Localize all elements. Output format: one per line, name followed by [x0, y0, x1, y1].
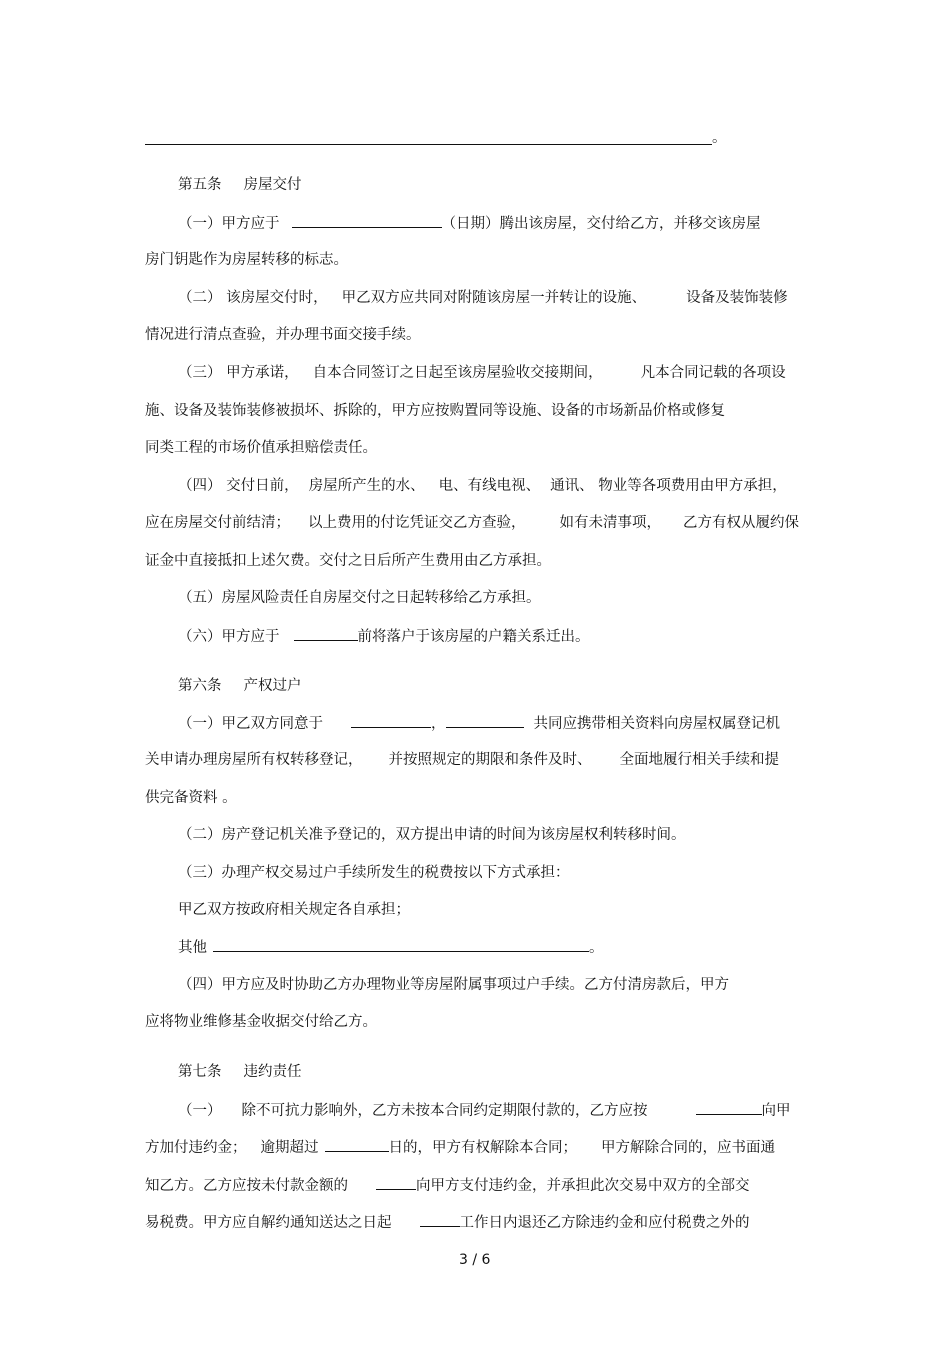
page-number: 3 / 6: [459, 1252, 491, 1268]
article-6-name: 产权过户: [243, 678, 302, 694]
refund-days-blank[interactable]: [420, 1212, 460, 1227]
art7-clause-1-line-2: 方加付违约金； 逾期超过 日的，甲方有权解除本合同； 甲方解除合同的，应书面通: [145, 1137, 775, 1158]
transfer-date-blank-1[interactable]: [351, 713, 431, 728]
art6-clause-3: （三）办理产权交易过户手续所发生的税费按以下方式承担：: [178, 865, 570, 881]
article-7-heading: [178, 1062, 302, 1082]
penalty-rate-blank[interactable]: [696, 1100, 762, 1115]
article-5-heading: [178, 175, 302, 195]
art5-clause-1-line-1: （一）甲方应于 （日期）腾出该房屋，交付给乙方，并移交该房屋: [178, 213, 761, 234]
art7-clause-1-line-3: 知乙方。乙方应按未付款金额的 向甲方支付违约金，并承担此次交易中双方的全部交: [145, 1175, 750, 1196]
art6-clause-4-line-1: （四）甲方应及时协助乙方办理物业等房屋附属事项过户手续。乙方付清房款后，甲方: [178, 977, 729, 993]
art6-clause-2: （二）房产登记机关准予登记的，双方提出申请的时间为该房屋权利转移时间。: [178, 827, 686, 843]
article-6-heading: [178, 676, 302, 696]
art6-clause-1-line-3: 供完备资料 。: [145, 790, 237, 806]
article-5-name: 房屋交付: [243, 177, 302, 193]
article-7-number: 第七条: [178, 1064, 222, 1080]
article-6-number: 第六条: [178, 678, 222, 694]
penalty-percent-blank[interactable]: [376, 1175, 416, 1190]
art7-clause-1-line-4: 易税费。甲方应自解约通知送达之日起 工作日内退还乙方除违约金和应付税费之外的: [145, 1212, 750, 1233]
art5-clause-4-line-3: 证金中直接抵扣上述欠费。交付之日后所产生费用由乙方承担。: [145, 553, 551, 569]
art5-clause-4-line-1: （四） 交付日前， 房屋所产生的水、 电、有线电视、 通讯、 物业等各项费用由甲方承担，: [178, 478, 787, 494]
article-7-name: 违约责任: [243, 1064, 302, 1080]
art7-clause-1-line-1: （一） 除不可抗力影响外，乙方未按本合同约定期限付款的，乙方应按 向甲: [178, 1100, 791, 1121]
art5-clause-4-line-2: 应在房屋交付前结清； 以上费用的付讫凭证交乙方查验， 如有未清事项， 乙方有权从履约保: [145, 515, 799, 531]
art5-clause-2-line-2: 情况进行清点查验，并办理书面交接手续。: [145, 327, 421, 343]
art5-clause-3-line-2: 施、设备及装饰装修被损坏、拆除的，甲方应按购置同等设施、设备的市场新品价格或修复: [145, 403, 725, 419]
date-blank[interactable]: [292, 213, 442, 228]
other-arrangement-blank[interactable]: [213, 937, 589, 952]
art5-clause-6: （六）甲方应于 前将落户于该房屋的户籍关系迁出。: [178, 626, 590, 647]
art6-clause-3-option-b: 其他 。: [178, 937, 604, 958]
art6-clause-4-line-2: 应将物业维修基金收据交付给乙方。: [145, 1014, 377, 1030]
art6-clause-1-line-2: 关申请办理房屋所有权转移登记， 并按照规定的期限和条件及时、 全面地履行相关手续和提: [145, 752, 779, 768]
move-out-date-blank[interactable]: [294, 626, 358, 641]
overdue-days-blank[interactable]: [325, 1137, 389, 1152]
art6-clause-1-line-1: （一）甲乙双方同意于 ， 共同应携带相关资料向房屋权属登记机: [178, 713, 780, 734]
top-end-mark: 。: [712, 130, 727, 146]
art5-clause-1-line-2: 房门钥匙作为房屋转移的标志。: [145, 252, 348, 268]
transfer-date-blank-2[interactable]: [446, 713, 524, 728]
art6-clause-3-option-a: 甲乙双方按政府相关规定各自承担；: [178, 902, 410, 918]
top-fill-line: [145, 144, 712, 145]
art5-clause-2-line-1: （二） 该房屋交付时， 甲乙双方应共同对附随该房屋一并转让的设施、 设备及装饰装修: [178, 290, 788, 306]
art5-clause-3-line-3: 同类工程的市场价值承担赔偿责任。: [145, 440, 377, 456]
art5-clause-5: （五）房屋风险责任自房屋交付之日起转移给乙方承担。: [178, 590, 541, 606]
art5-clause-3-line-1: （三） 甲方承诺， 自本合同签订之日起至该房屋验收交接期间， 凡本合同记载的各项设: [178, 365, 786, 381]
article-5-number: 第五条: [178, 177, 222, 193]
